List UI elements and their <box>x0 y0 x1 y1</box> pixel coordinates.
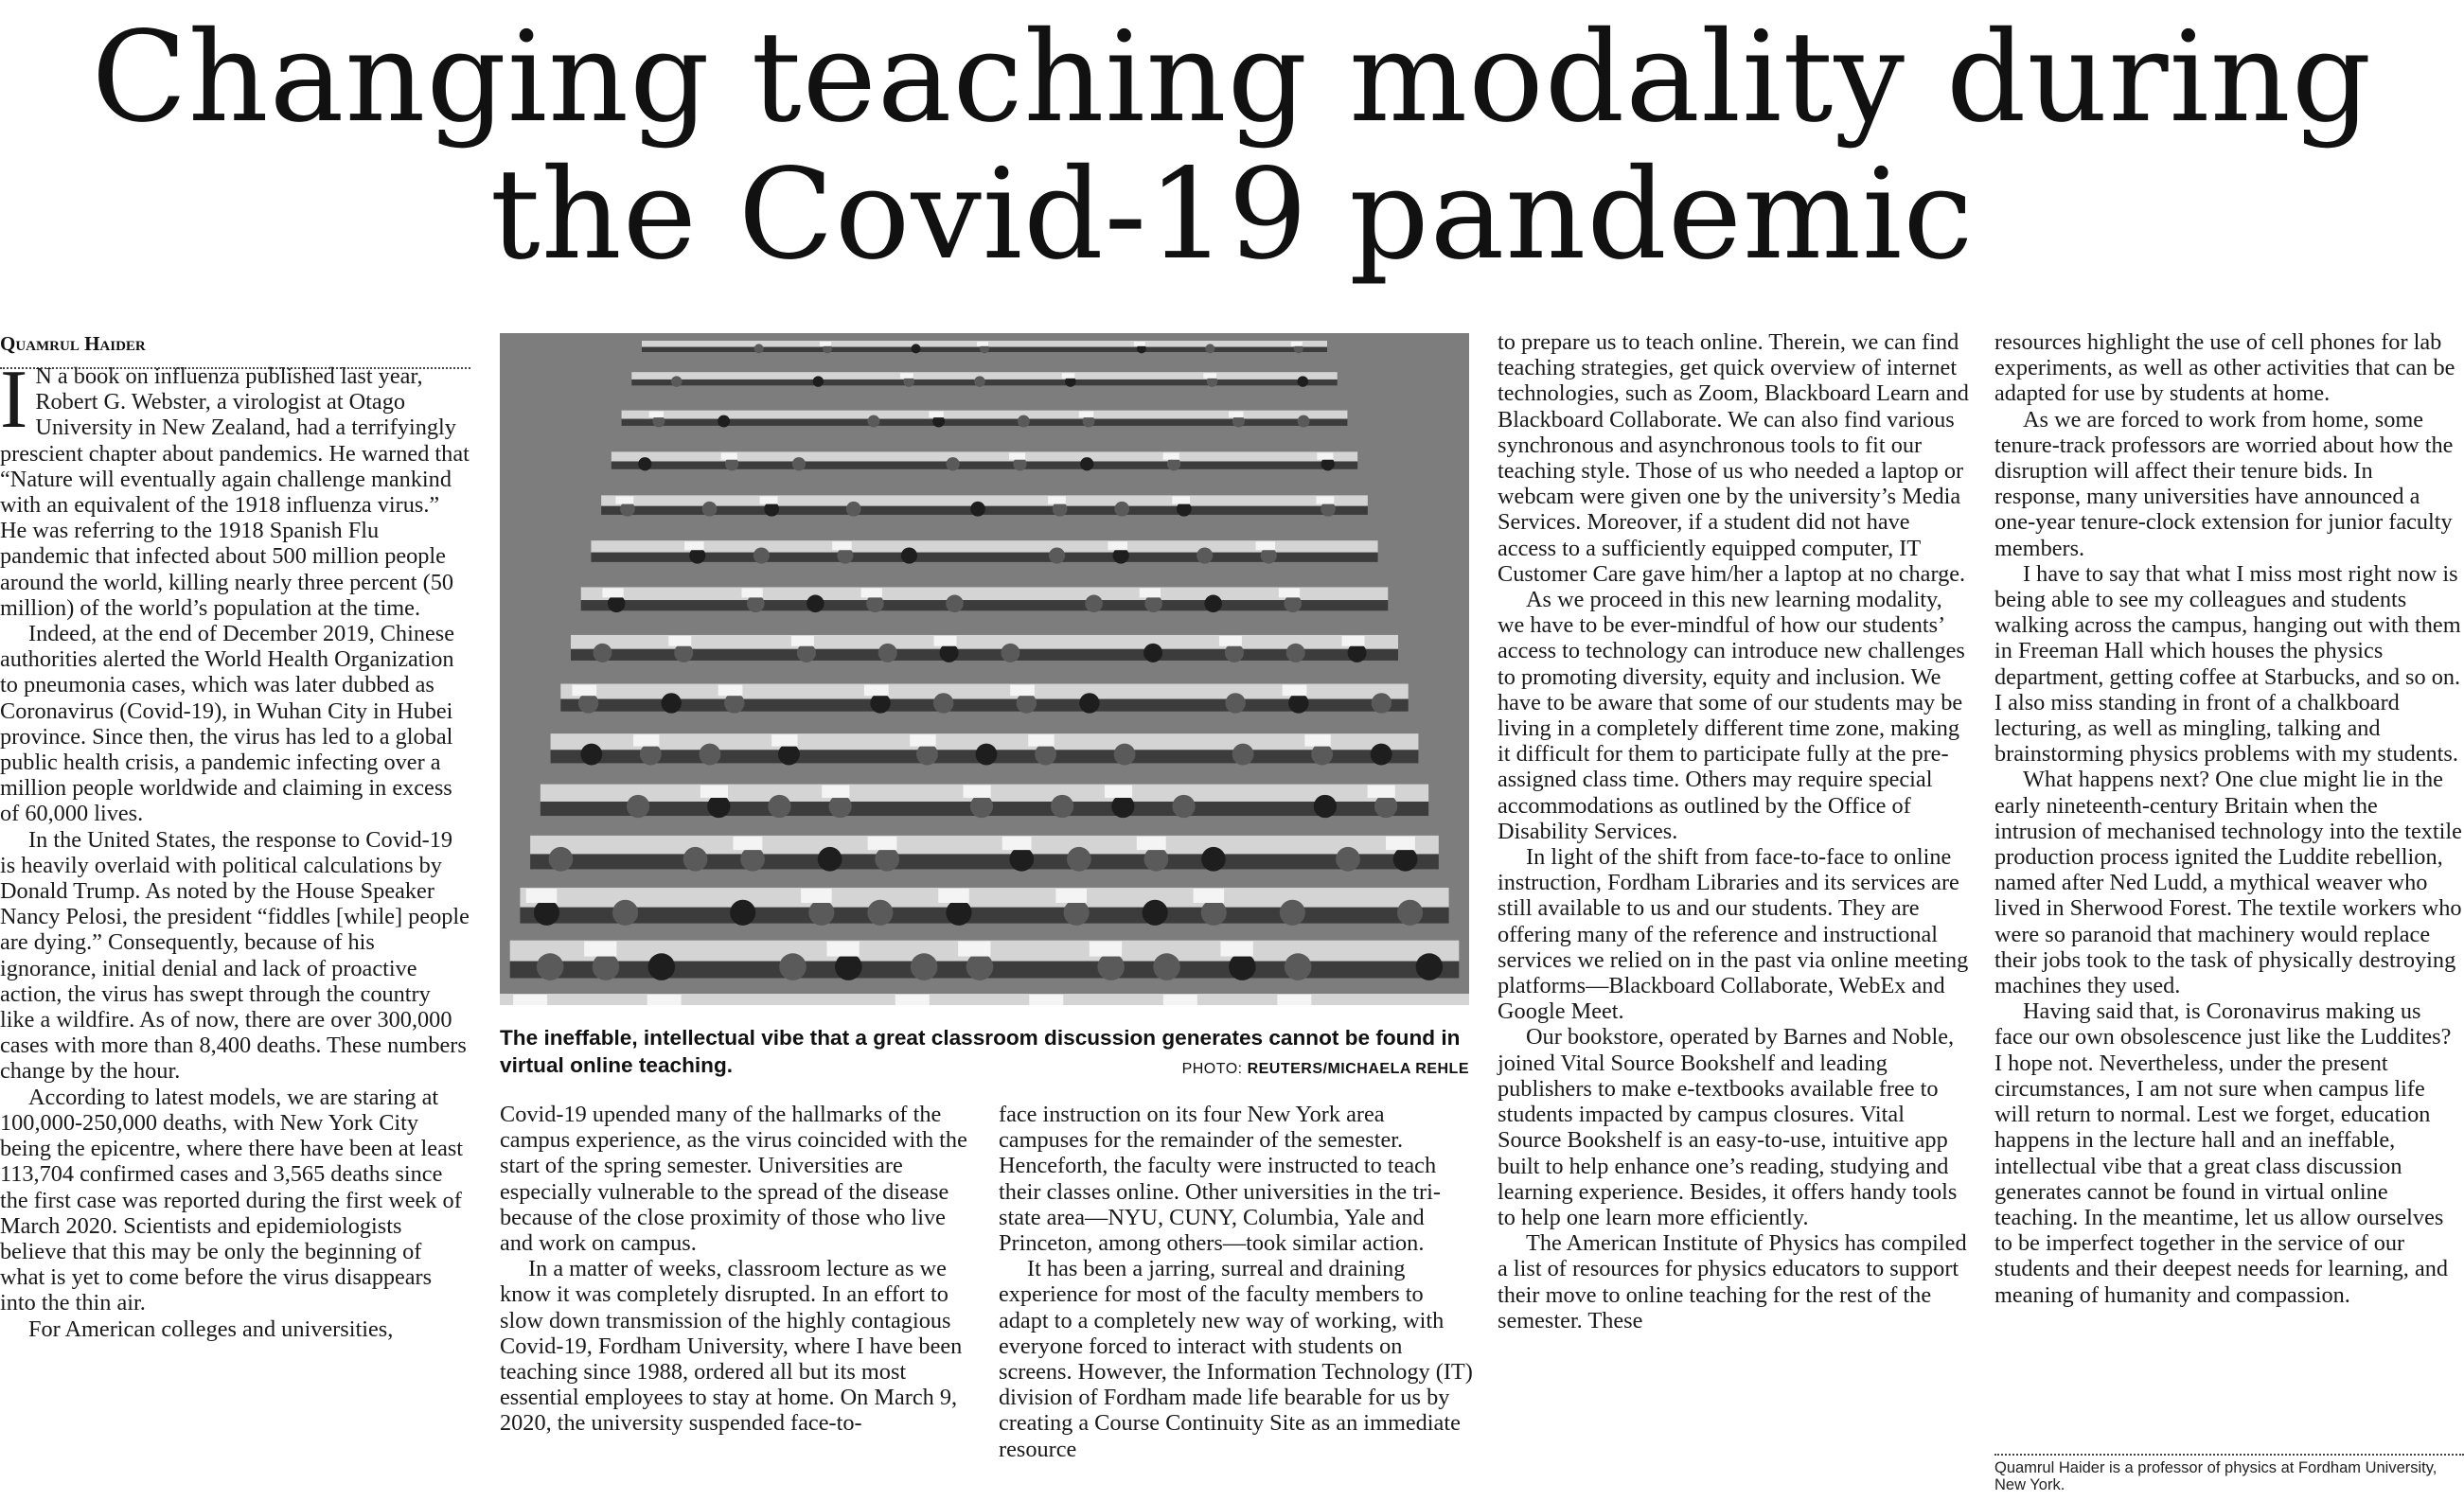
paragraph: to prepare us to teach online. Therein, we can find teaching strategies, get quick overview of internet technologies, such as Zoom, Blackboard Learn and Blackboard Collaborate. We can also find various synchronous and asynchronous tools to fit our teaching style. Those of us who needed a laptop or webcam were given one by the university’s Media Services. Moreover, if a student did not have access to a sufficiently equipped computer, IT Customer Care gave him/her a laptop at no charge. <box>1498 329 1969 587</box>
notebook <box>1220 942 1252 957</box>
student-figure <box>638 457 651 470</box>
student-figure <box>1374 795 1397 818</box>
student-figure <box>1229 953 1256 980</box>
student-figure <box>1067 847 1091 872</box>
notebook <box>1055 889 1087 903</box>
paragraph: I have to say that what I miss most right now is being able to see my colleagues and students walking across the campus, hanging out with them in Freeman Hall which houses the physics department, getting coffee at Starbucks, and so on. I also miss standing in front of a chalkboard lecturing, as well as mingling, talking and brainstorming physics problems with my students. <box>1994 560 2461 768</box>
student-figure <box>1225 644 1244 662</box>
student-figure <box>1397 900 1423 926</box>
notebook <box>1048 496 1066 503</box>
notebook <box>868 837 897 850</box>
notebook <box>1279 588 1300 597</box>
student-figure <box>878 644 897 662</box>
notebook <box>1194 889 1225 903</box>
notebook <box>864 685 889 697</box>
student-figure <box>966 953 994 980</box>
notebook <box>633 734 659 747</box>
student-figure <box>1286 644 1305 662</box>
student-figure <box>1372 693 1392 713</box>
student-figure <box>1009 847 1034 872</box>
student-figure <box>1143 644 1162 662</box>
paragraph: In a matter of weeks, classroom lecture as we know it was completely disrupted. In an effort to slow down transmission of the highly contagious Covid-19, Fordham University, where I have been teaching since 1988, ordered all but its most essential employees to stay at home. On March 9, 2020, the university suspended face-to- <box>500 1256 963 1437</box>
student-figure <box>1114 502 1129 517</box>
student-figure <box>753 547 770 563</box>
notebook <box>760 496 778 503</box>
notebook <box>820 342 831 346</box>
notebook <box>584 942 616 957</box>
notebook <box>1137 837 1166 850</box>
notebook <box>1386 837 1415 850</box>
student-figure <box>1298 415 1310 428</box>
notebook <box>647 995 682 1005</box>
notebook <box>1105 786 1132 798</box>
student-figure <box>1153 953 1180 980</box>
photo-credit-label: PHOTO: <box>1181 1061 1243 1077</box>
desk-row <box>581 587 1389 600</box>
student-figure <box>870 693 890 713</box>
notebook <box>791 636 814 646</box>
paragraph: For American colleges and universities, <box>28 1316 394 1342</box>
student-figure <box>1205 344 1214 353</box>
student-figure <box>1201 847 1226 872</box>
seat-row <box>571 649 1398 661</box>
seat-row <box>581 600 1389 610</box>
seat-row <box>530 854 1439 869</box>
student-figure <box>1017 693 1037 713</box>
student-figure <box>1288 693 1308 713</box>
student-figure <box>593 953 620 980</box>
student-figure <box>797 644 816 662</box>
desk-row <box>520 888 1448 908</box>
student-figure <box>702 502 718 517</box>
student-figure <box>662 693 682 713</box>
student-figure <box>740 847 765 872</box>
paragraph-text: N a book on influenza published last year, Robert G. Webster, a virologist at Otago University in New Zealand, had a terrifyingly prescient chapter about pandemics. He warned that “Nature will eventually again challenge mankind with an equivalent of the 1918 influenza virus.” He was referring to the 1918 Spanish Flu pandemic that infected about 500 million people around the world, killing nearly three percent (50 million) of the world’s population at the time. <box>0 363 470 621</box>
notebook <box>572 685 596 697</box>
notebook <box>771 734 797 747</box>
student-figure <box>867 900 893 926</box>
notebook <box>1256 541 1276 550</box>
paragraph: Our bookstore, operated by Barnes and Noble, joined Vital Source Bookshelf and leading publishers to make e-textbooks available free to students impacted by campus closures. Vital Source Bookshelf is an easy-to-use, intuitive app built to help enhance one’s reading, studying and learning experience. Besides, it offers handy tools to help one learn more efficiently. <box>1498 1024 1958 1230</box>
student-figure <box>699 744 720 766</box>
paragraph: The American Institute of Physics has compiled a list of resources for physics educators to support their move to online teaching for the rest of the semester. These <box>1498 1230 1967 1333</box>
desk-row <box>500 994 1469 1005</box>
notebook <box>1029 995 1063 1005</box>
notebook <box>1317 452 1333 459</box>
notebook <box>1028 734 1054 747</box>
notebook <box>832 541 852 550</box>
student-figure <box>1348 644 1367 662</box>
notebook <box>900 373 913 379</box>
notebook <box>1090 942 1122 957</box>
student-figure <box>940 644 959 662</box>
notebook <box>1316 496 1334 503</box>
lecture-hall-photo <box>500 333 1469 1005</box>
student-figure <box>1204 595 1222 613</box>
notebook <box>801 889 832 903</box>
lecture-hall-photo-illustration <box>500 333 1469 1005</box>
article-column-4 <box>1498 329 1973 1333</box>
notebook <box>1134 342 1145 346</box>
student-figure <box>911 953 938 980</box>
photo-credit-source: REUTERS/MICHAELA REHLE <box>1247 1061 1469 1077</box>
student-figure <box>648 953 676 980</box>
notebook <box>934 636 957 646</box>
notebook <box>668 636 691 646</box>
notebook <box>938 889 969 903</box>
desk-row <box>560 684 1408 699</box>
student-figure <box>1197 547 1213 563</box>
student-figure <box>1111 795 1134 818</box>
paragraph: According to latest models, we are staring at 100,000-250,000 deaths, with New York City being the epicentre, where there have been at least 113,704 confirmed cases and 3,565 deaths since the first case was reported during the first week of March 2020. Scientists and epidemiologists believe that this may be only the beginning of what is yet to come before the virus disappears into the thin air. <box>0 1084 464 1316</box>
notebook <box>718 685 743 697</box>
desk-row <box>631 372 1337 380</box>
student-figure <box>835 953 862 980</box>
student-figure <box>813 376 824 386</box>
student-figure <box>671 376 682 386</box>
notebook <box>721 452 737 459</box>
paragraph: Covid-19 upended many of the hallmarks of the campus experience, as the virus coincided with the start of the spring semester. Universities are especially vulnerable to the spread of the disease because of the close proximity of those who live and work on campus. <box>500 1102 967 1257</box>
notebook <box>1277 995 1311 1005</box>
notebook <box>1368 786 1395 798</box>
seat-row <box>612 461 1357 468</box>
notebook <box>700 786 728 798</box>
bio-divider <box>1994 1454 2464 1456</box>
student-figure <box>1225 693 1245 713</box>
paragraph: face instruction on its four New York area campuses for the remainder of the semester. Henceforth, the faculty were instructed to teach their classes online. Other universities in the tri-state area—NYU, CUNY, Columbia, Yale and Princeton, among others—took similar action. <box>999 1102 1441 1257</box>
paragraph: Having said that, is Coronavirus making us face our own obsolescence just like the Luddites? I hope not. Nevertheless, under the present circumstances, I am not sure when campus life will return to normal. Lest we forget, education happens in the lecture hall and an ineffable, intellectual vibe that a great class discussion generates cannot be found in virtual online teaching. In the meantime, let us allow ourselves to be imperfect together in the service of our students and their deepest needs for learning, and meaning of humanity and compassion. <box>1994 998 2452 1308</box>
student-figure <box>1393 847 1418 872</box>
student-figure <box>901 547 917 563</box>
paragraph: Indeed, at the end of December 2019, Chinese authorities alerted the World Health Organization to pneumonia cases, which was later dubbed as Coronavirus (Covid-19), in Wuhan City in Hubei province. Since then, the virus has led to a global public health crisis, a pandemic infecting over a million people worldwide and claiming in excess of 60,000 lives. <box>0 621 455 827</box>
student-figure <box>933 693 953 713</box>
student-figure <box>916 744 938 766</box>
notebook <box>826 942 859 957</box>
notebook <box>1342 636 1365 646</box>
article-column-2 <box>500 1102 975 1437</box>
article-column-3 <box>999 1102 1474 1462</box>
student-figure <box>1416 953 1444 980</box>
notebook <box>1203 373 1216 379</box>
paragraph: In light of the shift from face-to-face to online instruction, Fordham Libraries and its services are still available to us and our students. They are offering many of the reference and instructional services we relied on in the past via online meeting platforms—Blackboard Collaborate, WebEx and Google Meet. <box>1498 844 1969 1025</box>
student-figure <box>1079 693 1099 713</box>
student-figure <box>1018 415 1030 428</box>
student-figure <box>1232 744 1254 766</box>
seat-row <box>520 908 1448 924</box>
student-figure <box>1371 744 1392 766</box>
notebook <box>910 734 935 747</box>
notebook <box>958 942 990 957</box>
student-figure <box>976 744 998 766</box>
student-figure <box>1085 595 1103 613</box>
notebook <box>977 342 988 346</box>
notebook <box>1002 837 1032 850</box>
student-figure <box>718 415 730 428</box>
student-figure <box>627 795 649 818</box>
desk-row <box>530 836 1439 855</box>
notebook <box>1009 452 1025 459</box>
student-figure <box>707 795 730 818</box>
paragraph <box>0 354 470 621</box>
notebook <box>649 412 664 418</box>
student-figure <box>946 900 971 926</box>
student-figure <box>730 900 755 926</box>
paragraph: resources highlight the use of cell phones for lab experiments, as well as other activities that can be adapted for use by students at home. <box>1994 329 2455 407</box>
student-figure <box>875 847 899 872</box>
paragraph: As we are forced to work from home, some tenure-track professors are worried about how the disruption will affect their tenure bids. In response, many universities have announced a one-year tenure-clock extension for junior faculty members. <box>1994 406 2454 561</box>
student-figure <box>1080 457 1093 470</box>
student-figure <box>612 900 638 926</box>
student-figure <box>970 795 993 818</box>
student-figure <box>868 415 880 428</box>
student-figure <box>1285 953 1312 980</box>
student-figure <box>1314 795 1337 818</box>
student-figure <box>640 744 662 766</box>
desk-row <box>571 635 1398 649</box>
student-figure <box>1311 744 1333 766</box>
student-figure <box>912 344 921 353</box>
student-figure <box>1144 847 1169 872</box>
notebook <box>1219 636 1242 646</box>
notebook <box>1291 342 1303 346</box>
student-figure <box>683 847 708 872</box>
student-figure <box>946 457 959 470</box>
student-figure <box>580 744 602 766</box>
student-figure <box>970 502 985 517</box>
notebook <box>929 412 943 418</box>
student-figure <box>1201 900 1227 926</box>
photo-caption: The ineffable, intellectual vibe that a great classroom discussion generates cannot be found in virtual online teaching. <box>500 1026 1461 1077</box>
headline: Changing teaching modality during the Covid-19 pandemic <box>91 5 2373 288</box>
student-figure <box>534 900 559 926</box>
byline: Quamrul Haider <box>0 333 470 369</box>
student-figure <box>778 744 800 766</box>
notebook <box>895 995 930 1005</box>
notebook <box>615 496 633 503</box>
student-figure <box>779 953 807 980</box>
notebook <box>602 588 623 597</box>
seat-row <box>560 699 1408 712</box>
student-figure <box>807 595 824 613</box>
author-bio: Quamrul Haider is a professor of physics at Fordham University, New York. <box>1994 1459 2437 1493</box>
notebook <box>741 588 762 597</box>
student-figure <box>792 457 806 470</box>
paragraph: What happens next? One clue might lie in the early nineteenth-century Britain when the intrusion of mechanised technology into the textile production process ignited the Luddite rebellion, named after Ned Ludd, a mythical weaver who lived in Sherwood Forest. The textile workers who were so paranoid that machinery would replace their jobs took to the task of physically destroying machines they used. <box>1994 767 2462 999</box>
notebook <box>1229 412 1243 418</box>
notebook <box>1140 588 1161 597</box>
student-figure <box>593 644 612 662</box>
student-figure <box>768 795 790 818</box>
notebook <box>1010 685 1035 697</box>
student-figure <box>1298 376 1308 386</box>
student-figure <box>1336 847 1360 872</box>
notebook <box>526 889 558 903</box>
notebook <box>1163 452 1179 459</box>
seat-row <box>591 553 1377 562</box>
student-figure <box>754 344 764 353</box>
student-figure <box>946 595 964 613</box>
desk-row <box>601 495 1368 505</box>
student-figure <box>1051 795 1073 818</box>
notebook <box>1172 496 1190 503</box>
student-figure <box>1172 795 1195 818</box>
student-figure <box>1114 744 1136 766</box>
student-figure <box>974 376 984 386</box>
student-figure <box>724 693 744 713</box>
student-figure <box>578 693 598 713</box>
student-figure <box>1035 744 1056 766</box>
student-figure <box>1049 547 1065 563</box>
student-figure <box>549 847 574 872</box>
paragraph: It has been a jarring, surreal and draining experience for most of the faculty members to adapt to a completely new way of working, with everyone forced to interact with students on screens. However, the Information Technology (IT) division of Fordham made life bearable for us by creating a Course Continuity Site as an immediate resource <box>999 1256 1473 1462</box>
photo-credit <box>1182 1061 1469 1078</box>
article-column-1 <box>0 354 470 1342</box>
notebook <box>1163 995 1197 1005</box>
student-figure <box>674 644 693 662</box>
student-figure <box>846 502 861 517</box>
student-figure <box>818 847 842 872</box>
notebook <box>822 786 849 798</box>
notebook <box>513 995 547 1005</box>
drop-cap: I <box>0 354 28 446</box>
notebook <box>1108 541 1127 550</box>
notebook <box>734 837 763 850</box>
article-column-5 <box>1994 329 2464 1308</box>
notebook <box>861 588 882 597</box>
student-figure <box>808 900 834 926</box>
student-figure <box>1143 900 1168 926</box>
student-figure <box>829 795 852 818</box>
notebook <box>1304 734 1330 747</box>
notebook <box>1079 412 1093 418</box>
student-figure <box>537 953 564 980</box>
paragraph: In the United States, the response to Covid-19 is heavily overlaid with political calculations by Donald Trump. As noted by the House Speaker Nancy Pelosi, the president “fiddles [while] people are dying.” Consequently, because of his ignorance, initial denial and lack of proactive action, the virus has swept through the country like a wildfire. As of now, there are over 300,000 cases with more than 8,400 deaths. These numbers change by the hour. <box>0 826 470 1085</box>
notebook <box>964 786 991 798</box>
student-figure <box>1001 644 1019 662</box>
paragraph: As we proceed in this new learning modality, we have to be ever-mindful of how our students’ access to technology can introduce new challenges to promoting diversity, equity and inclusion. We have to be aware that some of our students may be living in a completely different time zone, making it difficult for them to participate fully at the pre-assigned class time. Others may require special accommodations as outlined by the Office of Disability Services. <box>1498 587 1965 844</box>
student-figure <box>1097 953 1125 980</box>
notebook <box>1062 373 1075 379</box>
notebook <box>1283 685 1307 697</box>
student-figure <box>1064 900 1090 926</box>
notebook <box>684 541 704 550</box>
student-figure <box>1280 900 1305 926</box>
